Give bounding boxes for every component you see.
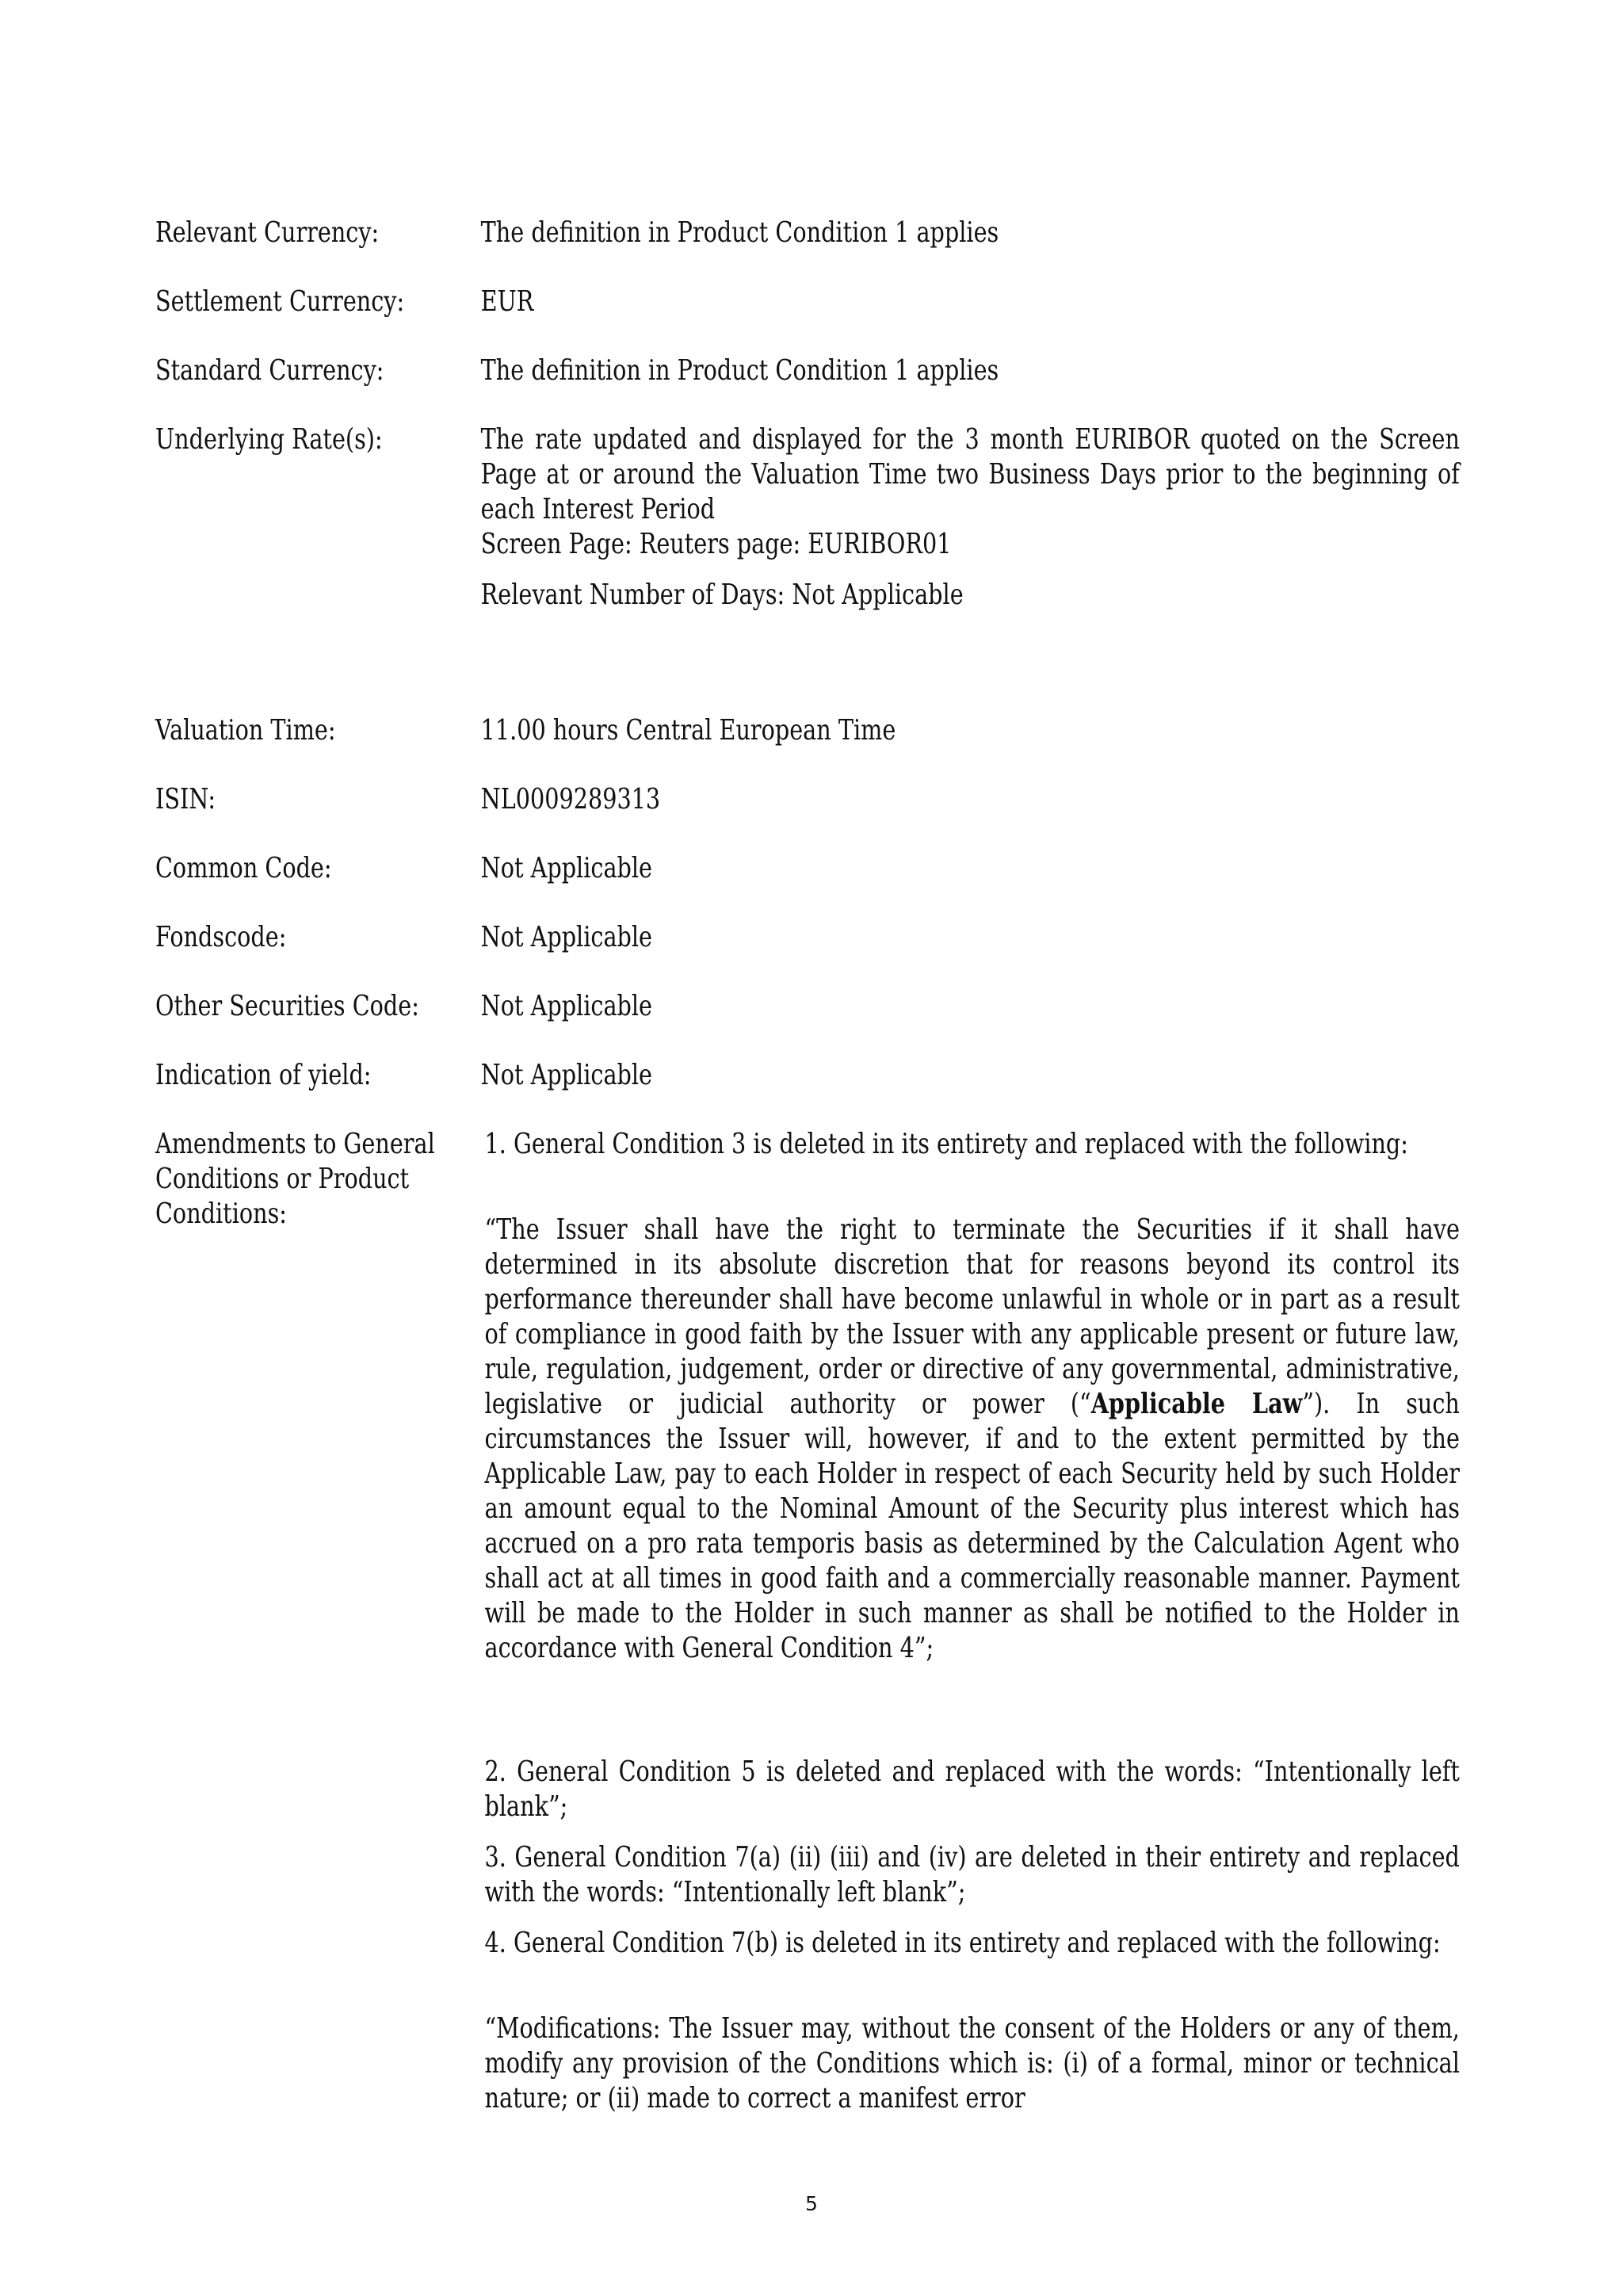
term-value: Not Applicable [480,990,653,1022]
term-value [485,1127,1460,2116]
definition-paragraph: The rate updated and displayed for the 3 month EURIBOR quoted on the Screen Page at or around the Valuation Time two Business Days prior to the beginning of each Interest Period [480,423,1460,525]
definition-paragraph [485,1213,1460,1755]
term-label: Relevant Currency: [155,216,380,249]
term-value: Not Applicable [480,1059,653,1091]
term-label: Settlement Currency: [155,285,405,318]
term-label: Valuation Time: [155,714,336,747]
term-label: Other Securities Code: [155,990,419,1022]
definition-paragraph: Screen Page: Reuters page: EURIBOR01 [480,528,952,560]
definition-paragraph: “Modifications: The Issuer may, without the consent of the Holders or any of them, modify any provision of the Conditions which is: (i) of a formal, minor or technical nature; or (ii) made to correct a manifest error [484,2012,1460,2115]
definition-paragraph: 1. General Condition 3 is deleted in its entirety and replaced with the following: [484,1128,1408,1160]
term-value: The definition in Product Condition 1 applies [480,354,999,387]
definition-text: “The Issuer shall have the right to terminate the Securities if it shall have determined in its absolute discretion that for reasons beyond its control its performance thereunder shall have become unlawful in whole or in part as a result of compliance in good faith by the Issuer with any applicable present or future law, rule, regulation, judgement, order or directive of any governmental, administrative, legislative or judicial authority or power (“ [484,1213,1460,1420]
definition-paragraph: Relevant Number of Days: Not Applicable [480,579,964,611]
term-value: EUR [480,285,534,318]
term-value: The definition in Product Condition 1 applies [480,216,999,249]
term-value: Not Applicable [480,852,653,884]
term-label: Fondscode: [155,921,287,953]
definition-paragraph: 2. General Condition 5 is deleted and replaced with the words: “Intentionally left blank”; [484,1755,1460,1823]
definition-text: ”). In such circumstances the Issuer will, however, if and to the extent permitted by the Applicable Law, pay to each Holder in respect of each Security held by such Holder an amount equal to the Nominal Amount of the Security plus interest which has accrued on a pro rata temporis basis as determined by the Calculation Agent who shall act at all times in good faith and a commercially reasonable manner. Payment will be made to the Holder in such manner as shall be notified to the Holder in accordance with General Condition 4”; [484,1388,1460,1664]
term-value [481,422,1460,613]
term-label: Common Code: [155,852,332,884]
term-value: Not Applicable [480,921,653,953]
definition-paragraph: 3. General Condition 7(a) (ii) (iii) and (iv) are deleted in their entirety and replaced with the words: “Intentionally left blank”; [484,1841,1460,1908]
term-label: ISIN: [155,783,216,816]
term-value: 11.00 hours Central European Time [480,714,896,747]
definition-paragraph: 4. General Condition 7(b) is deleted in its entirety and replaced with the following: [484,1927,1441,1959]
term-label: Amendments to General Conditions or Product Conditions: [155,1128,435,1230]
term-value: NL0009289313 [480,783,661,816]
defined-term: Applicable Law [1090,1388,1303,1420]
term-label: Standard Currency: [155,354,384,387]
term-label: Underlying Rate(s): [155,423,383,456]
term-label: Indication of yield: [155,1059,372,1091]
page-number: 5 [805,2192,818,2215]
